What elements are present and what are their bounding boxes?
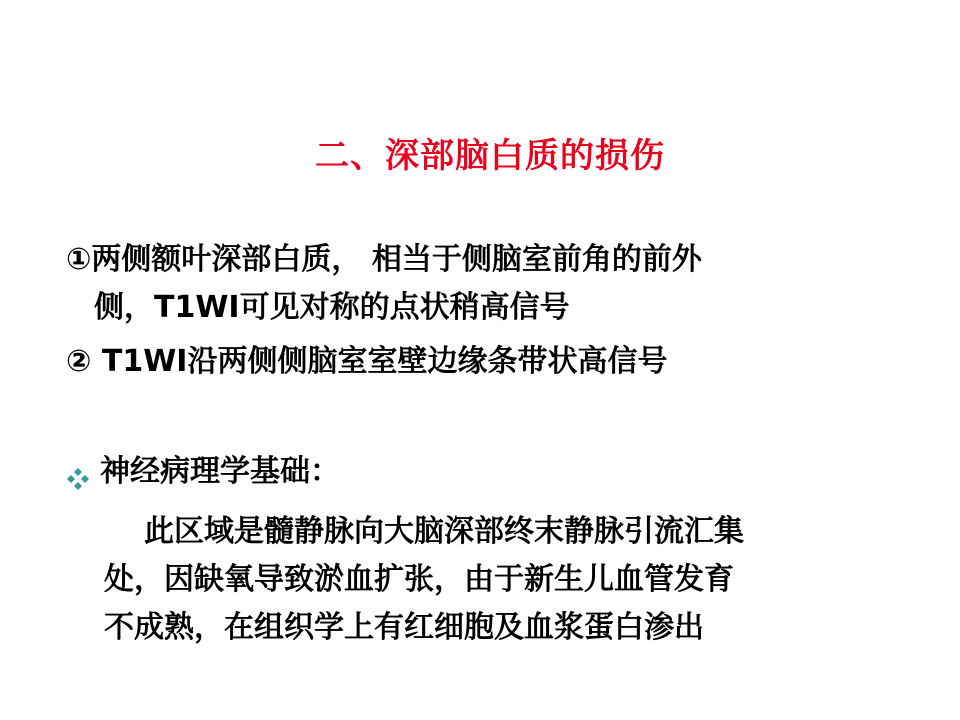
bullet-heading: 神经病理学基础：: [100, 454, 340, 489]
item-1-line-2: 侧，T1WI可见对称的点状稍高信号: [94, 290, 570, 325]
list-item-1: [66, 236, 896, 332]
item-1-line-1: 两侧额叶深部白质， 相当于侧脑室前角的前外: [91, 242, 702, 277]
item-2-line-1: T1WI沿两侧侧脑室室壁边缘条带状高信号: [91, 344, 668, 379]
paragraph-line-2: 处，因缺氧导致淤血扩张，由于新生儿血管发育: [104, 562, 734, 597]
paragraph-line-3: 不成熟，在组织学上有红细胞及血浆蛋白渗出: [104, 610, 704, 645]
bullet-heading-row: [66, 448, 340, 496]
item-2-marker: ②: [66, 344, 92, 379]
paragraph-line-1: 此区域是髓静脉向大脑深部终末静脉引流汇集: [144, 514, 744, 549]
four-diamond-bullet-icon: [66, 458, 90, 482]
slide-title: 二、深部脑白质的损伤: [315, 136, 665, 176]
bullet-paragraph: [104, 508, 894, 652]
item-1-marker: ①: [66, 242, 92, 277]
list-item-2: [66, 338, 896, 386]
